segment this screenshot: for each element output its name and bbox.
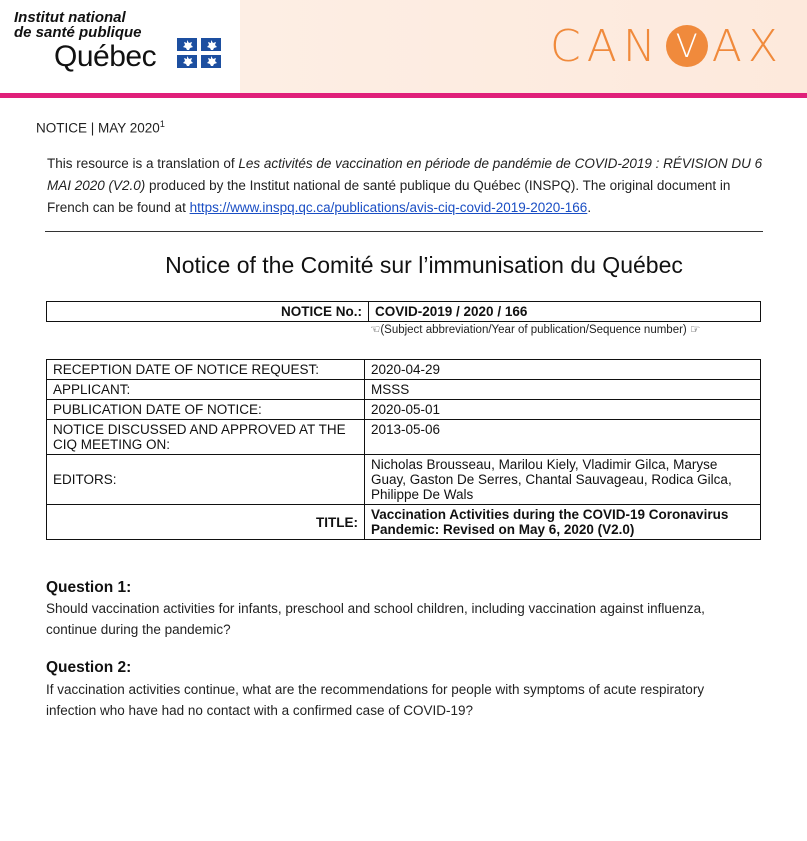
pointing-hand-left-icon: ☜ xyxy=(370,324,381,336)
quebec-flag-icon xyxy=(177,38,221,68)
details-label: RECEPTION DATE OF NOTICE REQUEST: xyxy=(47,360,365,380)
notice-number-label: NOTICE No.: xyxy=(47,302,369,322)
pointing-hand-right-icon: ☞ xyxy=(689,324,701,336)
intro-part1: This resource is a translation of xyxy=(47,156,239,171)
question-heading: Question 1: xyxy=(46,579,132,596)
intro-part3: . xyxy=(587,200,592,215)
table-row xyxy=(47,380,761,400)
question-text: Should vaccination activities for infants, preschool and school children, including vaccination against influenza, continue during the pandemic? xyxy=(46,601,705,637)
translation-intro xyxy=(47,153,767,219)
canvax-logo-post: AX xyxy=(711,21,784,72)
footnote-marker: 1 xyxy=(159,119,165,129)
question-heading: Question 2: xyxy=(46,659,132,676)
table-row xyxy=(47,455,761,505)
details-title-label: TITLE: xyxy=(47,505,365,540)
details-value: 2020-05-01 xyxy=(365,400,761,420)
section-divider xyxy=(45,231,763,232)
canvax-logo-pre: CAN xyxy=(550,21,662,72)
table-row xyxy=(47,400,761,420)
details-value: 2013-05-06 xyxy=(365,420,761,455)
inspq-logo-line2: de santé publique xyxy=(14,24,142,41)
table-row xyxy=(47,360,761,380)
notice-number-row xyxy=(47,302,761,322)
question-text: If vaccination activities continue, what are the recommendations for people with symptoms of acute respiratory infection who have had no contact with a confirmed case of COVID-19? xyxy=(46,682,705,718)
intro-original-title: Les activités de vaccination en période de pandémie de COVID-2019 : RÉVISION DU 6 MAI 2020 (V2.0) xyxy=(47,156,763,193)
table-row xyxy=(47,420,761,455)
notice-date-line xyxy=(36,119,165,136)
notice-number-table xyxy=(46,301,761,322)
table-row xyxy=(47,505,761,540)
page-title: Notice of the Comité sur l’immunisation du Québec xyxy=(165,252,683,278)
details-label: PUBLICATION DATE OF NOTICE: xyxy=(47,400,365,420)
notice-number-note-text: (Subject abbreviation/Year of publication/Sequence number) xyxy=(380,324,687,336)
details-label: EDITORS: xyxy=(47,455,365,505)
details-label: NOTICE DISCUSSED AND APPROVED AT THE CIQ MEETING ON: xyxy=(47,420,365,455)
original-document-link[interactable]: https://www.inspq.qc.ca/publications/avis-ciq-covid-2019-2020-166 xyxy=(189,200,588,215)
canvax-logo-v: V xyxy=(666,25,708,67)
details-value: 2020-04-29 xyxy=(365,360,761,380)
details-value: Nicholas Brousseau, Marilou Kiely, Vladimir Gilca, Maryse Guay, Gaston De Serres, Chantal Sauvageau, Rodica Gilca, Philippe De Wals xyxy=(365,455,761,505)
canvax-logo xyxy=(550,22,784,72)
inspq-logo-wordmark: Québec xyxy=(54,40,157,73)
inspq-logo-line1: Institut national xyxy=(14,9,126,26)
details-value: MSSS xyxy=(365,380,761,400)
inspq-logo xyxy=(14,10,240,80)
notice-number-value: COVID-2019 / 2020 / 166 xyxy=(369,302,761,322)
notice-number-note xyxy=(370,322,700,336)
intro-part2: produced by the Institut national de santé publique du Québec (INSPQ). The original document in French can be found at xyxy=(47,178,731,215)
notice-details-table xyxy=(46,359,761,540)
details-label: APPLICANT: xyxy=(47,380,365,400)
notice-date-text: NOTICE | MAY 2020 xyxy=(36,120,160,136)
details-title-value: Vaccination Activities during the COVID-19 Coronavirus Pandemic: Revised on May 6, 2020 (V2.0) xyxy=(365,505,761,540)
header-accent-bar xyxy=(0,93,807,98)
